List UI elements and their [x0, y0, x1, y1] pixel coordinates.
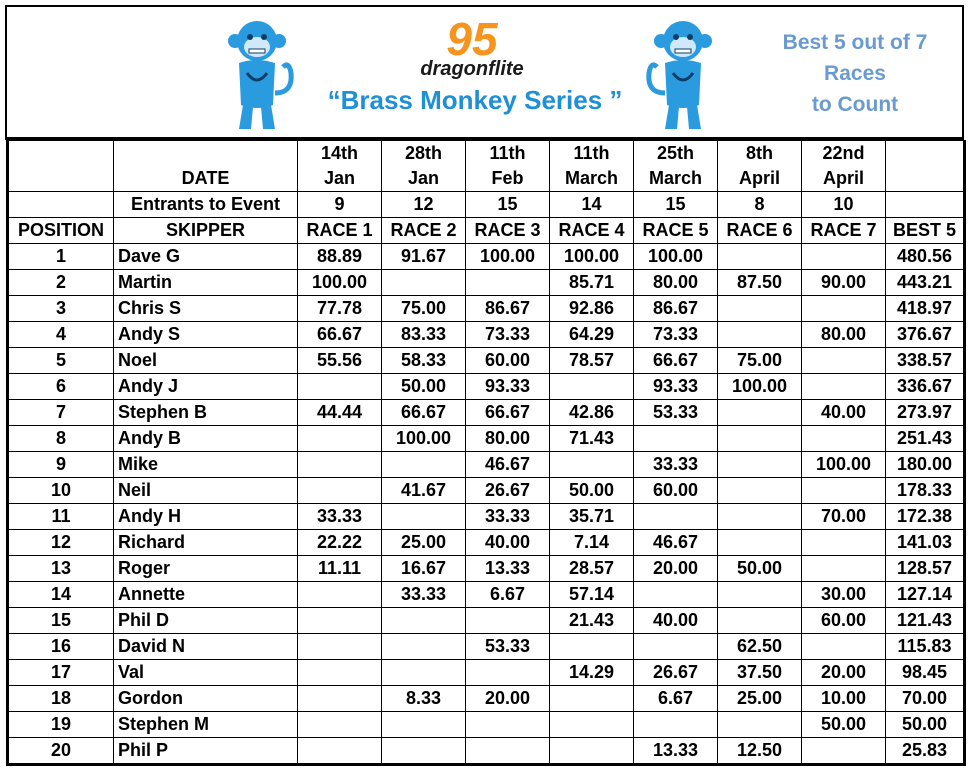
race-score: 78.57	[550, 348, 634, 374]
race-score	[550, 452, 634, 478]
race-score	[298, 426, 382, 452]
race-score	[298, 712, 382, 738]
table-row	[8, 582, 965, 608]
race-score: 44.44	[298, 400, 382, 426]
race-date-day: 22nd	[822, 143, 865, 163]
race-score: 88.89	[298, 244, 382, 270]
race-score: 100.00	[466, 244, 550, 270]
race-score: 14.29	[550, 660, 634, 686]
race-score: 11.11	[298, 556, 382, 582]
best-total: 376.67	[886, 322, 965, 348]
race-header: RACE 5	[634, 218, 718, 244]
table-row	[8, 244, 965, 270]
table-row	[8, 426, 965, 452]
race-score	[718, 582, 802, 608]
race-score	[718, 504, 802, 530]
empty-cell	[8, 141, 114, 192]
race-score: 73.33	[466, 322, 550, 348]
race-score	[802, 374, 886, 400]
race-score: 80.00	[466, 426, 550, 452]
race-date-day: 8th	[746, 143, 773, 163]
position-cell: 18	[8, 686, 114, 712]
skipper-name: Andy S	[114, 322, 298, 348]
position-header: POSITION	[8, 218, 114, 244]
race-header: RACE 4	[550, 218, 634, 244]
race-score	[550, 686, 634, 712]
skipper-name: Andy B	[114, 426, 298, 452]
series-title: “Brass Monkey Series ”	[327, 85, 623, 115]
race-score	[382, 608, 466, 634]
race-score	[718, 244, 802, 270]
best-total: 50.00	[886, 712, 965, 738]
race-score: 53.33	[466, 634, 550, 660]
race-score: 37.50	[718, 660, 802, 686]
logo-number: 95	[446, 19, 498, 65]
best-total: 178.33	[886, 478, 965, 504]
race-score: 60.00	[466, 348, 550, 374]
best-total: 273.97	[886, 400, 965, 426]
race-date-cell	[466, 141, 550, 192]
race-score: 8.33	[382, 686, 466, 712]
position-cell: 10	[8, 478, 114, 504]
race-score	[718, 296, 802, 322]
skipper-name: Martin	[114, 270, 298, 296]
race-score: 16.67	[382, 556, 466, 582]
race-date-day: 14th	[320, 143, 358, 163]
race-score	[802, 296, 886, 322]
race-score: 22.22	[298, 530, 382, 556]
race-score: 100.00	[550, 244, 634, 270]
best-total: 418.97	[886, 296, 965, 322]
best-total: 336.67	[886, 374, 965, 400]
dragonflite-logo	[357, 19, 587, 79]
race-score	[382, 712, 466, 738]
best-note-line: Races	[824, 62, 886, 85]
race-score	[466, 270, 550, 296]
results-table	[6, 140, 966, 766]
race-score: 42.86	[550, 400, 634, 426]
results-sheet	[3, 3, 966, 766]
skipper-name: Neil	[114, 478, 298, 504]
race-score: 91.67	[382, 244, 466, 270]
race-score	[802, 478, 886, 504]
race-score: 33.33	[382, 582, 466, 608]
race-score	[634, 582, 718, 608]
race-score	[550, 712, 634, 738]
skipper-name: Roger	[114, 556, 298, 582]
race-score	[298, 660, 382, 686]
best-total: 70.00	[886, 686, 965, 712]
race-score	[382, 634, 466, 660]
position-cell: 8	[8, 426, 114, 452]
race-date-cell	[550, 141, 634, 192]
race-score: 92.86	[550, 296, 634, 322]
race-score: 100.00	[382, 426, 466, 452]
empty-cell	[886, 192, 965, 218]
best-total: 443.21	[886, 270, 965, 296]
best-total: 480.56	[886, 244, 965, 270]
race-score: 87.50	[718, 270, 802, 296]
race-score: 50.00	[718, 556, 802, 582]
date-label: DATE	[114, 141, 298, 192]
best-note-line: to Count	[811, 93, 899, 116]
race-score: 93.33	[466, 374, 550, 400]
skipper-name: David N	[114, 634, 298, 660]
race-score	[382, 660, 466, 686]
entrants-row	[8, 192, 965, 218]
race-score: 20.00	[634, 556, 718, 582]
race-score: 50.00	[802, 712, 886, 738]
race-score	[718, 322, 802, 348]
race-score	[802, 634, 886, 660]
table-row	[8, 296, 965, 322]
entrants-count: 8	[718, 192, 802, 218]
race-score	[466, 738, 550, 765]
best-total: 98.45	[886, 660, 965, 686]
race-date-cell	[802, 141, 886, 192]
best-note-line: Best 5 out of 7	[782, 31, 928, 54]
race-score	[634, 634, 718, 660]
race-score: 6.67	[466, 582, 550, 608]
race-score	[802, 348, 886, 374]
skipper-name: Gordon	[114, 686, 298, 712]
race-score	[298, 478, 382, 504]
race-score: 12.50	[718, 738, 802, 765]
race-score	[802, 244, 886, 270]
race-score: 86.67	[466, 296, 550, 322]
position-cell: 20	[8, 738, 114, 765]
race-score	[718, 478, 802, 504]
race-score: 20.00	[466, 686, 550, 712]
table-row	[8, 348, 965, 374]
race-header: RACE 7	[802, 218, 886, 244]
best-total: 25.83	[886, 738, 965, 765]
race-score	[634, 504, 718, 530]
race-score: 46.67	[466, 452, 550, 478]
entrants-label: Entrants to Event	[114, 192, 298, 218]
race-score: 80.00	[802, 322, 886, 348]
race-score: 50.00	[382, 374, 466, 400]
race-score	[382, 270, 466, 296]
table-row	[8, 322, 965, 348]
race-date-month: Feb	[491, 168, 524, 188]
race-score: 77.78	[298, 296, 382, 322]
skipper-name: Val	[114, 660, 298, 686]
race-score	[466, 660, 550, 686]
race-score: 83.33	[382, 322, 466, 348]
race-score: 90.00	[802, 270, 886, 296]
race-score: 40.00	[466, 530, 550, 556]
race-score: 13.33	[634, 738, 718, 765]
best-header: BEST 5	[886, 218, 965, 244]
table-row	[8, 400, 965, 426]
race-score: 13.33	[466, 556, 550, 582]
race-score	[718, 452, 802, 478]
race-score	[634, 426, 718, 452]
race-score: 40.00	[802, 400, 886, 426]
entrants-count: 15	[634, 192, 718, 218]
race-score	[718, 400, 802, 426]
header-banner	[5, 5, 964, 140]
entrants-count: 14	[550, 192, 634, 218]
race-score: 71.43	[550, 426, 634, 452]
race-score: 66.67	[466, 400, 550, 426]
entrants-count: 9	[298, 192, 382, 218]
best-total: 128.57	[886, 556, 965, 582]
race-score: 58.33	[382, 348, 466, 374]
position-cell: 5	[8, 348, 114, 374]
skipper-name: Andy H	[114, 504, 298, 530]
race-score: 25.00	[718, 686, 802, 712]
best-total: 251.43	[886, 426, 965, 452]
race-score: 93.33	[634, 374, 718, 400]
race-date-cell	[634, 141, 718, 192]
position-cell: 3	[8, 296, 114, 322]
best-total: 172.38	[886, 504, 965, 530]
race-score	[718, 712, 802, 738]
race-score: 75.00	[718, 348, 802, 374]
best-total: 127.14	[886, 582, 965, 608]
skipper-name: Phil P	[114, 738, 298, 765]
race-score: 46.67	[634, 530, 718, 556]
table-row	[8, 686, 965, 712]
date-row	[8, 141, 965, 192]
best-total: 115.83	[886, 634, 965, 660]
skipper-name: Stephen M	[114, 712, 298, 738]
entrants-count: 12	[382, 192, 466, 218]
race-date-month: March	[564, 168, 618, 188]
race-score: 10.00	[802, 686, 886, 712]
race-score	[718, 530, 802, 556]
table-row	[8, 738, 965, 765]
race-score: 33.33	[634, 452, 718, 478]
race-date-month: April	[822, 168, 864, 188]
race-header: RACE 6	[718, 218, 802, 244]
race-score: 50.00	[550, 478, 634, 504]
race-score	[718, 426, 802, 452]
race-score: 30.00	[802, 582, 886, 608]
empty-cell	[8, 192, 114, 218]
table-row	[8, 504, 965, 530]
race-score	[466, 712, 550, 738]
position-cell: 4	[8, 322, 114, 348]
race-score: 7.14	[550, 530, 634, 556]
race-score	[718, 608, 802, 634]
position-cell: 14	[8, 582, 114, 608]
race-score	[802, 530, 886, 556]
skipper-name: Stephen B	[114, 400, 298, 426]
race-score: 100.00	[718, 374, 802, 400]
skipper-header: SKIPPER	[114, 218, 298, 244]
column-header-row	[8, 218, 965, 244]
race-date-cell	[298, 141, 382, 192]
best-total: 141.03	[886, 530, 965, 556]
table-row	[8, 374, 965, 400]
race-score: 62.50	[718, 634, 802, 660]
race-score	[298, 582, 382, 608]
race-score: 21.43	[550, 608, 634, 634]
position-cell: 11	[8, 504, 114, 530]
race-score: 60.00	[634, 478, 718, 504]
race-score: 100.00	[634, 244, 718, 270]
race-score: 66.67	[634, 348, 718, 374]
race-score: 57.14	[550, 582, 634, 608]
race-date-day: 11th	[489, 143, 526, 163]
skipper-name: Richard	[114, 530, 298, 556]
race-header: RACE 2	[382, 218, 466, 244]
race-header: RACE 1	[298, 218, 382, 244]
position-cell: 6	[8, 374, 114, 400]
race-score	[802, 738, 886, 765]
skipper-name: Andy J	[114, 374, 298, 400]
position-cell: 7	[8, 400, 114, 426]
race-score	[298, 738, 382, 765]
skipper-name: Annette	[114, 582, 298, 608]
best-total: 180.00	[886, 452, 965, 478]
table-row	[8, 712, 965, 738]
race-score	[550, 738, 634, 765]
race-score: 85.71	[550, 270, 634, 296]
race-score	[298, 686, 382, 712]
table-row	[8, 478, 965, 504]
race-score: 75.00	[382, 296, 466, 322]
position-cell: 17	[8, 660, 114, 686]
race-score	[634, 712, 718, 738]
race-score: 20.00	[802, 660, 886, 686]
position-cell: 13	[8, 556, 114, 582]
race-score	[382, 504, 466, 530]
race-score: 53.33	[634, 400, 718, 426]
entrants-count: 15	[466, 192, 550, 218]
monkey-mascot-icon	[643, 13, 723, 133]
skipper-name: Chris S	[114, 296, 298, 322]
race-score: 28.57	[550, 556, 634, 582]
race-score: 60.00	[802, 608, 886, 634]
race-score: 25.00	[382, 530, 466, 556]
position-cell: 12	[8, 530, 114, 556]
race-score: 66.67	[382, 400, 466, 426]
race-score	[550, 374, 634, 400]
race-score	[802, 426, 886, 452]
race-score: 41.67	[382, 478, 466, 504]
skipper-name: Dave G	[114, 244, 298, 270]
race-score: 6.67	[634, 686, 718, 712]
position-cell: 9	[8, 452, 114, 478]
race-score: 73.33	[634, 322, 718, 348]
table-row	[8, 556, 965, 582]
logo-brand: dragonflite	[420, 58, 524, 79]
race-date-day: 28th	[404, 143, 442, 163]
best-of-note	[765, 27, 945, 120]
table-row	[8, 270, 965, 296]
table-row	[8, 660, 965, 686]
race-score	[382, 452, 466, 478]
race-score: 55.56	[298, 348, 382, 374]
race-score: 35.71	[550, 504, 634, 530]
race-date-cell	[718, 141, 802, 192]
table-row	[8, 452, 965, 478]
results-table-body	[8, 141, 965, 765]
race-date-month: April	[738, 168, 780, 188]
race-score: 66.67	[298, 322, 382, 348]
race-score: 40.00	[634, 608, 718, 634]
skipper-name: Noel	[114, 348, 298, 374]
race-score: 100.00	[802, 452, 886, 478]
best-total: 121.43	[886, 608, 965, 634]
empty-cell	[886, 141, 965, 192]
race-score: 70.00	[802, 504, 886, 530]
table-row	[8, 608, 965, 634]
race-header: RACE 3	[466, 218, 550, 244]
race-date-month: March	[648, 168, 702, 188]
position-cell: 2	[8, 270, 114, 296]
race-date-day: 11th	[573, 143, 610, 163]
skipper-name: Phil D	[114, 608, 298, 634]
table-row	[8, 634, 965, 660]
race-score	[298, 608, 382, 634]
race-score: 100.00	[298, 270, 382, 296]
race-score	[298, 374, 382, 400]
race-score: 33.33	[298, 504, 382, 530]
table-row	[8, 530, 965, 556]
race-score: 64.29	[550, 322, 634, 348]
race-score: 26.67	[466, 478, 550, 504]
monkey-mascot-icon	[217, 13, 297, 133]
position-cell: 16	[8, 634, 114, 660]
race-score: 26.67	[634, 660, 718, 686]
best-total: 338.57	[886, 348, 965, 374]
race-score: 86.67	[634, 296, 718, 322]
position-cell: 19	[8, 712, 114, 738]
race-date-month: Jan	[407, 168, 440, 188]
race-score	[298, 634, 382, 660]
race-score	[466, 608, 550, 634]
race-score	[298, 452, 382, 478]
race-date-month: Jan	[323, 168, 356, 188]
position-cell: 15	[8, 608, 114, 634]
race-date-cell	[382, 141, 466, 192]
entrants-count: 10	[802, 192, 886, 218]
position-cell: 1	[8, 244, 114, 270]
race-score	[382, 738, 466, 765]
race-score: 33.33	[466, 504, 550, 530]
skipper-name: Mike	[114, 452, 298, 478]
race-score: 80.00	[634, 270, 718, 296]
race-score	[550, 634, 634, 660]
race-score	[802, 556, 886, 582]
race-date-day: 25th	[656, 143, 694, 163]
